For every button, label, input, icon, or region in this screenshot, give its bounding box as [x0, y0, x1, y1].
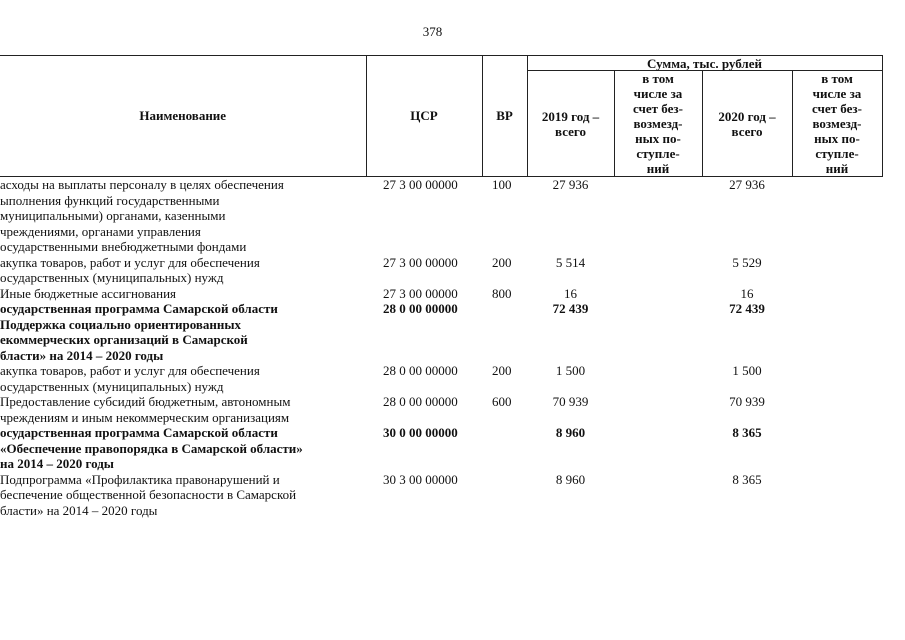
- column-header-2019-gratuitous: в том числе за счет без- возмезд- ных по- ступле- ний: [614, 71, 702, 177]
- row-vr: 200: [492, 254, 512, 270]
- table-body: [0, 177, 882, 519]
- row-sum-2019: 27 936: [552, 177, 589, 192]
- budget-table: [0, 55, 883, 518]
- row-gratuitous-2020: [792, 286, 882, 302]
- column-header-summa: Сумма, тыс. рублей: [527, 56, 882, 71]
- row-name: Предоставление субсидий бюджетным, автономным чреждениям и иным некоммерческим организациям: [0, 394, 291, 425]
- row-gratuitous-2019: [614, 177, 702, 255]
- row-vr: 600: [492, 394, 512, 409]
- row-sum-2019: 70 939: [552, 394, 589, 409]
- row-sum-2019: 8 960: [555, 471, 586, 487]
- row-sum-2019: 72 439: [552, 301, 589, 316]
- row-gratuitous-2020: [792, 255, 882, 286]
- table-row: [0, 472, 882, 519]
- column-header-2020-gratuitous: в том числе за счет без- возмезд- ных по- ступле- ний: [792, 71, 882, 177]
- row-gratuitous-2020: [792, 425, 882, 472]
- table-row: [0, 425, 882, 472]
- table-header: [0, 56, 882, 177]
- row-csr: 27 3 00 00000: [383, 177, 458, 192]
- table-row: [0, 255, 882, 286]
- column-header-vr: ВР: [482, 56, 527, 177]
- column-header-name: Наименование: [0, 56, 366, 177]
- row-name: осударственная программа Самарской области Поддержка социально ориентированных екоммерческих организаций в Самарской бласти» на 2014 – 2020 годы: [0, 301, 278, 363]
- row-vr: [482, 425, 527, 472]
- row-gratuitous-2019: [614, 472, 702, 519]
- row-vr: 800: [492, 285, 512, 301]
- row-name: асходы на выплаты персоналу в целях обеспечения ыполнения функций государственными муниципальными) органами, казенными чреждениями, органами управления осударственными внебюджетными фондами: [0, 177, 284, 254]
- column-header-csr: ЦСР: [366, 56, 482, 177]
- row-gratuitous-2019: [614, 363, 702, 394]
- row-gratuitous-2020: [792, 394, 882, 425]
- row-gratuitous-2020: [792, 363, 882, 394]
- row-vr: 200: [492, 363, 512, 378]
- row-csr: 28 0 00 00000: [383, 363, 458, 378]
- column-header-2019-total: 2019 год – всего: [527, 71, 614, 177]
- row-gratuitous-2019: [614, 255, 702, 286]
- page-number: 378: [422, 24, 443, 39]
- row-vr: [482, 472, 527, 519]
- row-csr: 27 3 00 00000: [383, 254, 458, 270]
- row-gratuitous-2019: [614, 286, 702, 302]
- table-row: [0, 301, 882, 363]
- row-name: акупка товаров, работ и услуг для обеспечения осударственных (муниципальных) нужд: [0, 363, 260, 394]
- row-vr: 100: [492, 177, 512, 192]
- column-header-2020-total: 2020 год – всего: [702, 71, 792, 177]
- table-row: [0, 177, 882, 255]
- row-sum-2020: 27 936: [729, 177, 765, 192]
- row-csr: 30 0 00 00000: [383, 425, 458, 440]
- row-vr: [482, 301, 527, 363]
- row-sum-2020: 1 500: [732, 363, 762, 378]
- row-gratuitous-2019: [614, 425, 702, 472]
- row-gratuitous-2019: [614, 301, 702, 363]
- row-sum-2020: 70 939: [729, 394, 765, 409]
- row-sum-2019: 1 500: [555, 363, 586, 378]
- row-sum-2019: 8 960: [555, 425, 586, 440]
- row-sum-2020: 5 529: [732, 254, 762, 270]
- row-name: Иные бюджетные ассигнования: [0, 285, 177, 301]
- row-csr: 27 3 00 00000: [383, 285, 458, 301]
- row-sum-2020: 8 365: [732, 425, 762, 440]
- row-csr: 28 0 00 00000: [383, 301, 458, 316]
- row-name: акупка товаров, работ и услуг для обеспечения осударственных (муниципальных) нужд: [0, 254, 260, 285]
- row-gratuitous-2020: [792, 301, 882, 363]
- table-row: [0, 286, 882, 302]
- row-sum-2020: 8 365: [732, 471, 762, 487]
- row-csr: 30 3 00 00000: [383, 471, 458, 487]
- table-row: [0, 363, 882, 394]
- row-name: Подпрограмма «Профилактика правонарушений и беспечение общественной безопасности в Самарской бласти» на 2014 – 2020 годы: [0, 471, 297, 518]
- row-csr: 28 0 00 00000: [383, 394, 458, 409]
- row-gratuitous-2019: [614, 394, 702, 425]
- row-gratuitous-2020: [792, 472, 882, 519]
- row-sum-2020: 16: [740, 285, 754, 301]
- row-sum-2019: 16: [564, 285, 577, 301]
- table-row: [0, 394, 882, 425]
- row-gratuitous-2020: [792, 177, 882, 255]
- row-sum-2020: 72 439: [729, 301, 765, 316]
- row-sum-2019: 5 514: [555, 254, 586, 270]
- row-name: осударственная программа Самарской области «Обеспечение правопорядка в Самарской области» на 2014 – 2020 годы: [0, 425, 303, 471]
